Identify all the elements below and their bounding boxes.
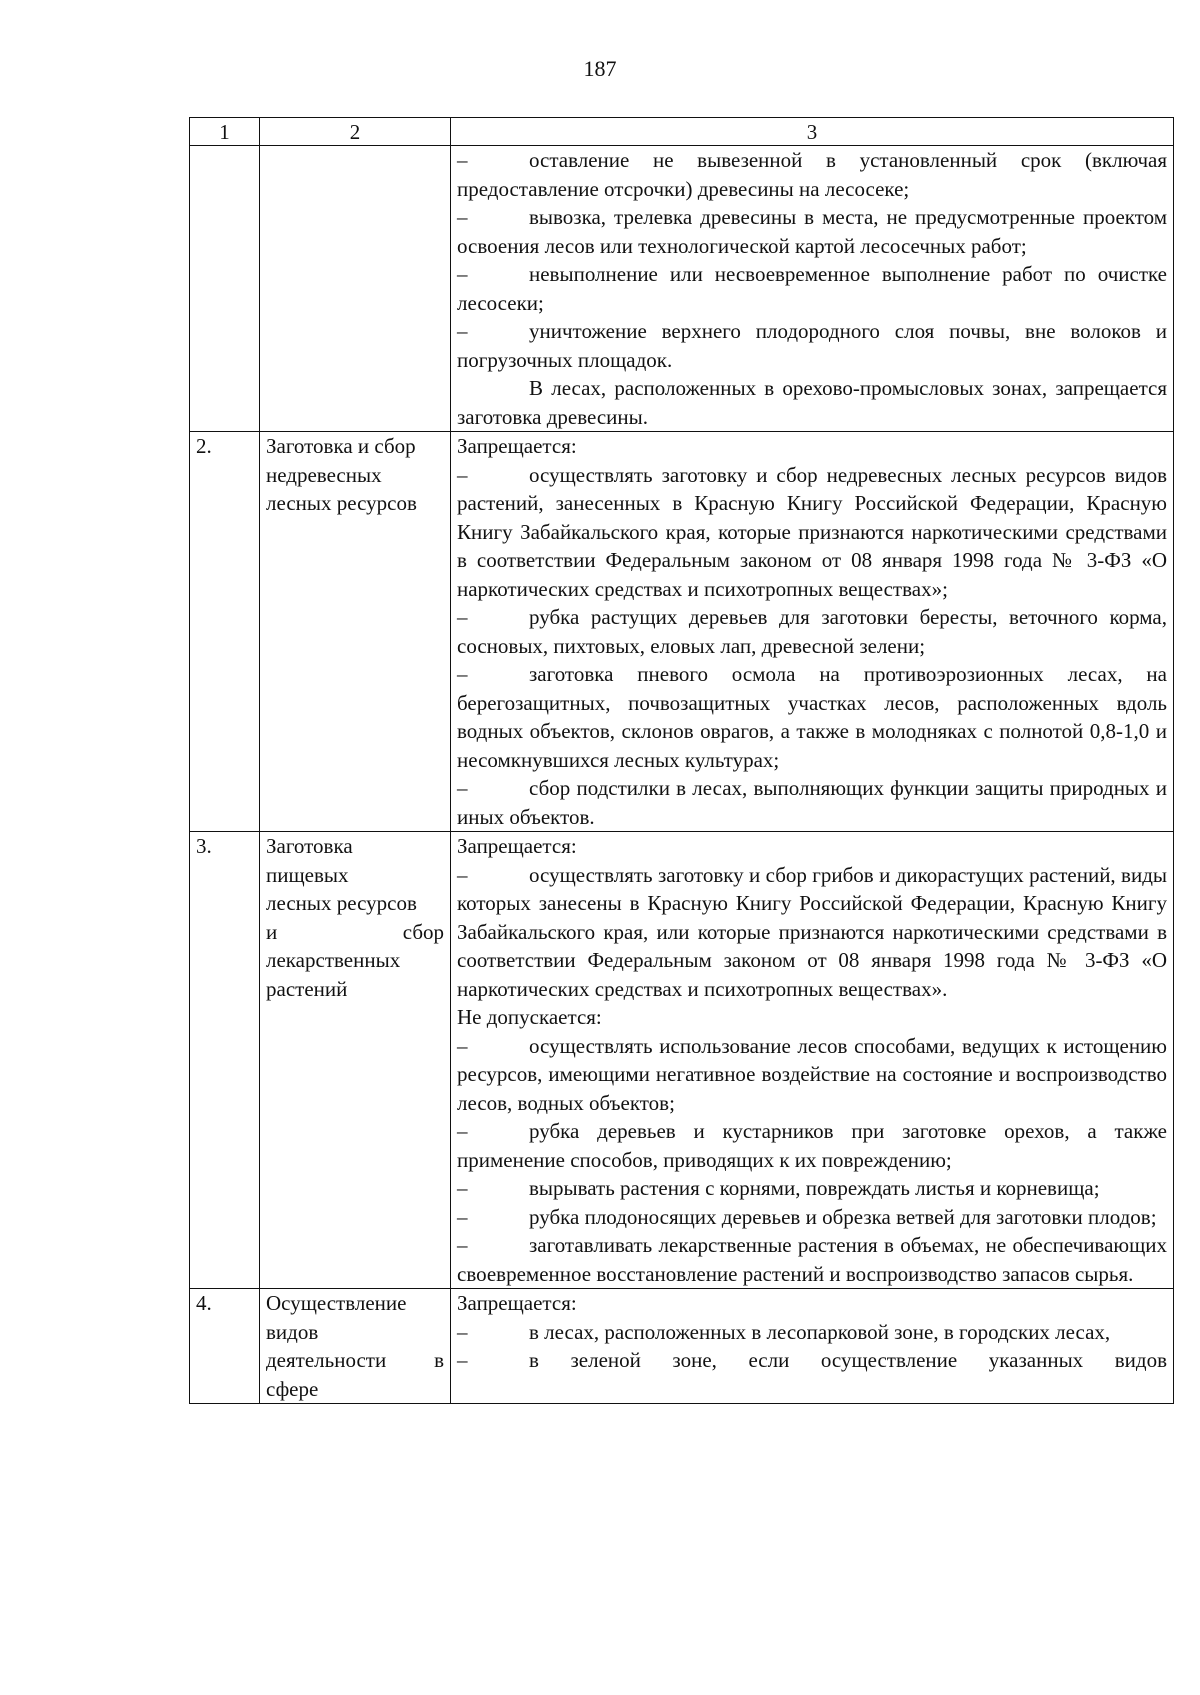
restrictions-cell	[451, 146, 1174, 432]
row-number: 2.	[190, 432, 260, 832]
dash-marker: –	[457, 148, 468, 172]
restriction-item	[457, 1203, 1167, 1232]
header-cell-3: 3	[451, 118, 1174, 146]
dash-marker: –	[457, 1119, 468, 1143]
activity-name-line: и сбор	[266, 919, 444, 944]
restriction-paragraph	[457, 1289, 1167, 1318]
activity-name	[260, 146, 451, 432]
row-number: 4.	[190, 1289, 260, 1404]
dash-marker: –	[457, 1204, 468, 1229]
restriction-item	[457, 1346, 1167, 1375]
dash-marker: –	[457, 1348, 468, 1372]
activity-name-line: видов	[266, 1319, 319, 1344]
restriction-text: Не допускается:	[457, 1005, 602, 1029]
restriction-item	[457, 1117, 1167, 1174]
dash-marker: –	[457, 605, 468, 629]
dash-marker: –	[457, 1033, 468, 1058]
restriction-paragraph	[457, 374, 1167, 431]
restriction-text: Запрещается:	[457, 434, 577, 458]
restriction-text: рубка растущих деревьев для заготовки бересты, веточного корма, сосновых, пихтовых, еловых лап, древесной зелени;	[457, 605, 1167, 658]
dash-marker: –	[457, 776, 468, 800]
restriction-item	[457, 603, 1167, 660]
dash-marker: –	[457, 862, 468, 887]
activity-name-line: лесных ресурсов	[266, 891, 417, 915]
restriction-text: заготавливать лекарственные растения в объемах, не обеспечивающих своевременное восстановление растений и воспроизводство запасов сырья.	[457, 1233, 1167, 1286]
restriction-text: вырывать растения с корнями, повреждать листья и корневища;	[529, 1176, 1100, 1200]
restriction-item	[457, 1318, 1167, 1347]
restrictions-cell	[451, 432, 1174, 832]
activity-name	[260, 1289, 451, 1404]
restriction-text: уничтожение верхнего плодородного слоя почвы, вне волоков и погрузочных площадок.	[457, 319, 1167, 372]
restriction-item	[457, 1174, 1167, 1203]
dash-marker: –	[457, 462, 468, 487]
restriction-item	[457, 660, 1167, 774]
restriction-text: невыполнение или несвоевременное выполнение работ по очистке лесосеки;	[457, 262, 1167, 315]
restriction-item	[457, 260, 1167, 317]
restriction-item	[457, 1231, 1167, 1288]
row-number: 3.	[190, 832, 260, 1289]
restriction-text: оставление не вывезенной в установленный срок (включая предоставление отсрочки) древесины на лесосеке;	[457, 148, 1167, 201]
restriction-text: В лесах, расположенных в орехово-промысловых зонах, запрещается заготовка древесины.	[457, 376, 1167, 429]
restriction-text: Запрещается:	[457, 834, 577, 858]
activity-name	[260, 832, 451, 1289]
restriction-text: рубка деревьев и кустарников при заготовке орехов, а также применение способов, приводящих к их повреждению;	[457, 1119, 1167, 1172]
restriction-text: заготовка пневого осмола на противоэрозионных лесах, на берегозащитных, почвозащитных участках лесов, расположенных вдоль водных объектов, склонов оврагов, а также в молодняках с полнотой 0,8-1,0 и несомкнувшихся лесных культурах;	[457, 662, 1167, 772]
dash-marker: –	[457, 319, 468, 343]
restrictions-cell	[451, 832, 1174, 1289]
restriction-text: осуществлять использование лесов способами, ведущих к истощению ресурсов, имеющими негативное воздействие на состояние и воспроизводство лесов, водных объектов;	[457, 1033, 1167, 1115]
table-header-row	[190, 118, 1174, 146]
header-cell-2: 2	[260, 118, 451, 146]
row-number	[190, 146, 260, 432]
activity-name-line: недревесных	[266, 462, 382, 487]
page-number: 187	[583, 56, 617, 81]
restriction-item	[457, 203, 1167, 260]
restriction-paragraph	[457, 832, 1167, 861]
restrictions-cell	[451, 1289, 1174, 1404]
table-row	[190, 1289, 1174, 1404]
header-cell-1: 1	[190, 118, 260, 146]
dash-marker: –	[457, 1233, 468, 1257]
restriction-paragraph	[457, 432, 1167, 461]
restriction-item	[457, 461, 1167, 604]
table-row	[190, 832, 1174, 1289]
restriction-item	[457, 861, 1167, 1004]
restriction-item	[457, 1032, 1167, 1118]
restriction-text: в лесах, расположенных в лесопарковой зоне, в городских лесах,	[529, 1319, 1111, 1344]
restriction-text: Запрещается:	[457, 1291, 577, 1315]
restriction-item	[457, 774, 1167, 831]
activity-name-line: лекарственных	[266, 948, 401, 972]
activity-name-line: деятельности в	[266, 1348, 444, 1372]
dash-marker: –	[457, 662, 468, 686]
activity-name-line: пищевых	[266, 862, 349, 887]
table-row	[190, 146, 1174, 432]
restriction-text: осуществлять заготовку и сбор грибов и дикорастущих растений, виды которых занесены в Красную Книгу Российской Федерации, Красную Книгу Забайкальского края, или которые признаются наркотическими средствами в соответствии Федеральным законом от 08 января 1998 года № 3-ФЗ «О наркотических средствах и психотропных веществах».	[457, 862, 1167, 1001]
restriction-text: сбор подстилки в лесах, выполняющих функции защиты природных и иных объектов.	[457, 776, 1167, 829]
dash-marker: –	[457, 262, 468, 286]
activity-name-line: Осуществление	[266, 1291, 407, 1315]
dash-marker: –	[457, 1176, 468, 1200]
restriction-item	[457, 317, 1167, 374]
restriction-text: осуществлять заготовку и сбор недревесных лесных ресурсов видов растений, занесенных в Красную Книгу Российской Федерации, Красную Книгу Забайкальского края, которые признаются наркотическими средствами в соответствии Федеральным законом от 08 января 1998 года № 3-ФЗ «О наркотических средствах и психотропных веществах»;	[457, 462, 1167, 601]
regulations-table	[189, 117, 1174, 1404]
activity-name-line: лесных ресурсов	[266, 491, 417, 515]
activity-name	[260, 432, 451, 832]
activity-name-line: Заготовка и сбор	[266, 434, 416, 458]
activity-name-line: Заготовка	[266, 834, 353, 858]
dash-marker: –	[457, 1319, 468, 1344]
table-row	[190, 432, 1174, 832]
restriction-paragraph	[457, 1003, 1167, 1032]
restriction-text: вывозка, трелевка древесины в места, не предусмотренные проектом освоения лесов или технологической картой лесосечных работ;	[457, 205, 1167, 258]
activity-name-line: сфере	[266, 1376, 319, 1401]
dash-marker: –	[457, 205, 468, 229]
activity-name-line: растений	[266, 976, 348, 1001]
restriction-text: рубка плодоносящих деревьев и обрезка ветвей для заготовки плодов;	[529, 1204, 1157, 1229]
restriction-text: в зеленой зоне, если осуществление указанных видов	[529, 1348, 1167, 1372]
restriction-item	[457, 146, 1167, 203]
